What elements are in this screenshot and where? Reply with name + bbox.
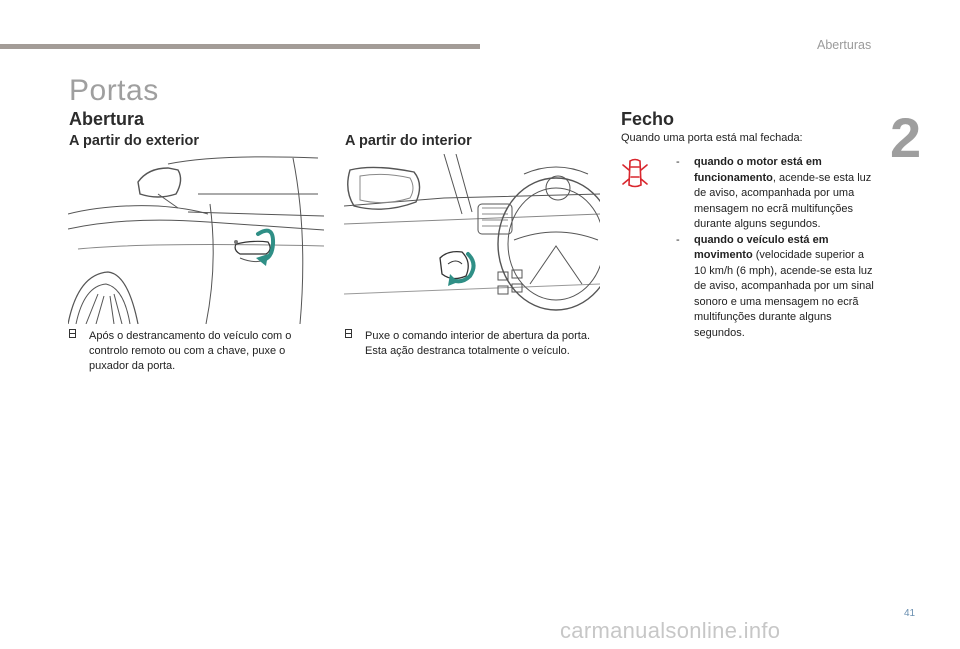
bullet-flag-icon [69, 329, 76, 338]
watermark: carmanualsonline.info [560, 618, 781, 643]
condition-vehicle-moving: quando o veículo está em movimento [694, 233, 829, 261]
fecho-condition-item [676, 233, 876, 342]
fecho-intro: Quando uma porta está mal fechada: [621, 132, 803, 144]
abertura-heading: Abertura [69, 109, 145, 129]
interior-instruction-text: Puxe o comando interior de abertura da porta. Esta ação destranca totalmente o veículo. [365, 330, 591, 357]
interior-door-illustration [344, 154, 600, 324]
interior-instruction [345, 329, 595, 359]
fecho-condition-item [676, 155, 876, 233]
exterior-door-illustration [68, 154, 324, 324]
list-dash: - [676, 233, 680, 246]
door-open-warning-icon [620, 157, 650, 189]
condition-engine-running: quando o motor está em funcionamento [694, 156, 822, 184]
section-title: Aberturas [817, 38, 872, 52]
condition-vehicle-moving-text: (velocidade superior a 10 km/h (6 mph), acende-se esta luz de aviso, acompanhada por um sinal sonoro e uma mensagem no ecrã multifunções durante alguns segundos. [694, 249, 874, 339]
header-bar [0, 44, 480, 49]
page-number: 41 [904, 608, 916, 619]
exterior-subheading: A partir do exterior [69, 133, 199, 149]
fecho-heading: Fecho [621, 109, 675, 129]
page-title: Portas [69, 74, 159, 107]
interior-subheading: A partir do interior [345, 133, 472, 149]
exterior-instruction [69, 329, 319, 374]
fecho-conditions-list [676, 155, 876, 341]
condition-engine-running-text: , acende-se esta luz de aviso, acompanhada por uma mensagem no ecrã multifunções durante alguns segundos. [694, 171, 872, 230]
list-dash: - [676, 156, 680, 168]
chapter-number: 2 [890, 106, 922, 169]
exterior-instruction-text: Após o destrancamento do veículo com o controlo remoto ou com a chave, puxe o puxador da porta. [89, 330, 292, 372]
bullet-flag-icon [345, 329, 352, 338]
